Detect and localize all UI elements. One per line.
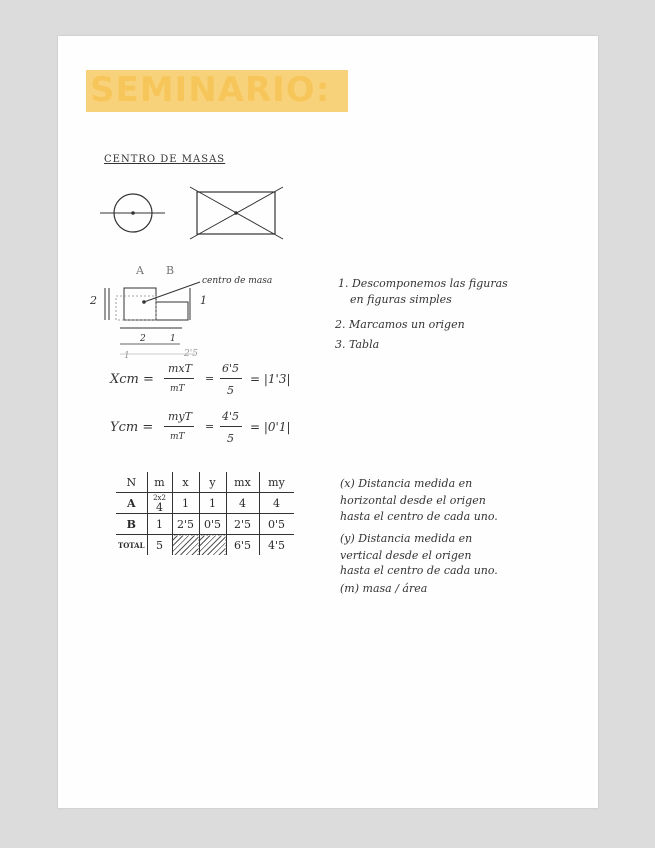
composite-figure-diagram <box>100 280 210 360</box>
step-3: 3. Tabla <box>335 338 380 351</box>
label-a: A <box>136 264 144 277</box>
note-y-line-2: vertical desde el origen <box>340 549 472 562</box>
cell-y: 1 <box>199 493 226 514</box>
header-n: N <box>116 472 147 493</box>
ycm-den: mT <box>170 432 185 442</box>
cell-n: B <box>116 514 147 535</box>
section-title: CENTRO DE MASAS <box>104 154 226 165</box>
cell-my: 0'5 <box>259 514 294 535</box>
cell-m-value: 4 <box>156 501 163 514</box>
step-1-cont: en figuras simples <box>350 293 452 306</box>
header-x: x <box>172 472 199 493</box>
header-my: my <box>259 472 294 493</box>
xcm-fraction-bar-2 <box>220 378 242 379</box>
cell-y-hatched <box>199 535 226 556</box>
cell-mx: 2'5 <box>226 514 259 535</box>
header-y: y <box>199 472 226 493</box>
xcm-num2: 6'5 <box>222 362 240 375</box>
xcm-den: mT <box>170 384 185 394</box>
note-x-line-2: horizontal desde el origen <box>340 494 486 507</box>
ycm-fraction-bar-2 <box>220 426 242 427</box>
cell-m: 5 <box>147 535 172 556</box>
xcm-result: = |1'3| <box>250 372 291 386</box>
step-1: 1. Descomponemos las figuras <box>338 277 508 290</box>
ycm-result: = |0'1| <box>250 420 291 434</box>
note-x-line-1: (x) Distancia medida en <box>340 477 473 490</box>
dim-bottom-a: 2 <box>140 334 146 344</box>
dim-small-2: 2'5 <box>184 349 198 359</box>
page-title: SEMINARIO: <box>86 70 348 112</box>
ycm-fraction-bar <box>164 426 194 427</box>
shapes-diagram <box>95 183 295 243</box>
step-2: 2. Marcamos un origen <box>335 318 465 331</box>
cell-n: A <box>116 493 147 514</box>
ycm-den2: 5 <box>227 432 234 445</box>
xcm-den2: 5 <box>227 384 234 397</box>
header-m: m <box>147 472 172 493</box>
xcm-num: mxT <box>168 362 192 375</box>
cell-my: 4 <box>259 493 294 514</box>
cell-mx: 6'5 <box>226 535 259 556</box>
cell-my: 4'5 <box>259 535 294 556</box>
cell-m: 1 <box>147 514 172 535</box>
cell-x-hatched <box>172 535 199 556</box>
label-b: B <box>166 264 175 277</box>
table-header-row <box>116 472 294 493</box>
label-centro: centro de masa <box>202 276 273 286</box>
table-row <box>116 493 294 514</box>
ycm-num: myT <box>168 410 192 423</box>
cell-x: 1 <box>172 493 199 514</box>
table-row <box>116 535 294 556</box>
dim-right: 1 <box>200 294 207 307</box>
cell-m-top: 2x2 <box>153 494 166 502</box>
ycm-num2: 4'5 <box>222 410 240 423</box>
cell-y: 0'5 <box>199 514 226 535</box>
header-mx: mx <box>226 472 259 493</box>
xcm-lhs: Xcm = <box>110 372 154 387</box>
cell-mx: 4 <box>226 493 259 514</box>
note-x-line-3: hasta el centro de cada uno. <box>340 510 498 523</box>
dim-bottom-b: 1 <box>170 334 176 344</box>
table-row <box>116 514 294 535</box>
cell-m <box>147 493 172 514</box>
dim-small-1: 1 <box>124 351 130 361</box>
note-m: (m) masa / área <box>340 582 428 595</box>
xcm-fraction-bar <box>164 378 194 379</box>
mass-table <box>116 472 294 555</box>
cell-x: 2'5 <box>172 514 199 535</box>
cell-n: TOTAL <box>116 535 147 556</box>
xcm-eq: = <box>205 372 215 385</box>
ycm-lhs: Ycm = <box>110 420 154 435</box>
dim-left: 2 <box>90 294 97 307</box>
note-y-line-3: hasta el centro de cada uno. <box>340 564 498 577</box>
ycm-eq: = <box>205 420 215 433</box>
note-y-line-1: (y) Distancia medida en <box>340 532 473 545</box>
